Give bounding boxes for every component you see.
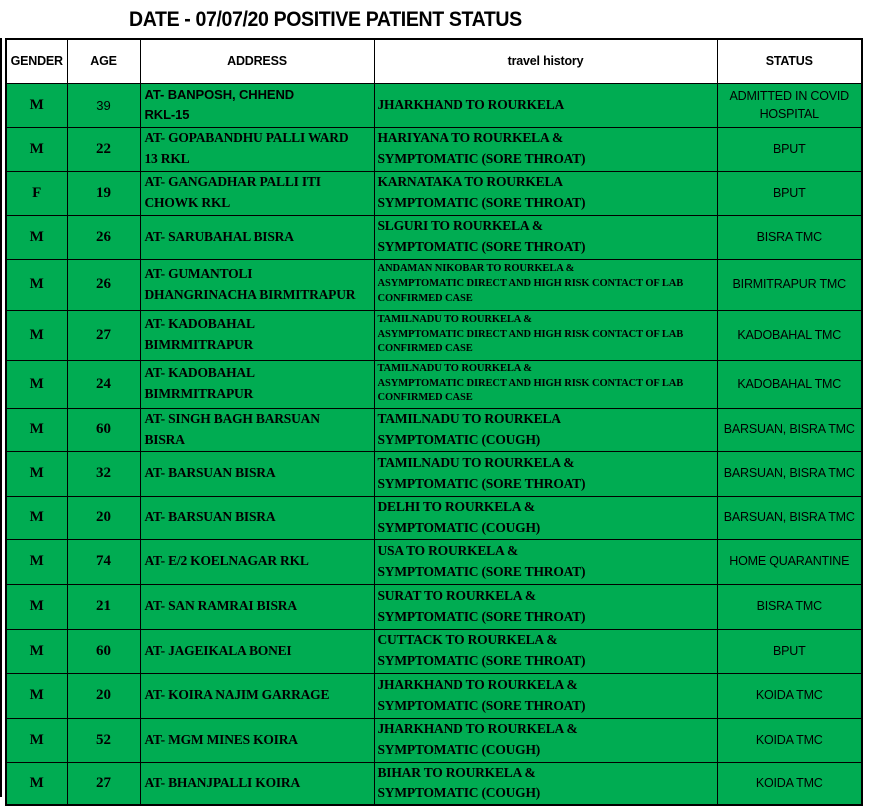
patient-status-table xyxy=(5,38,863,806)
travel-history-cell xyxy=(374,408,717,451)
cell-line: AT- GANGADHAR PALLI ITI xyxy=(144,174,321,190)
age-cell xyxy=(67,539,140,584)
cell-line: BPUT xyxy=(772,185,806,200)
status-cell xyxy=(717,584,862,629)
travel-history-cell xyxy=(374,360,717,408)
cell-line: CONFIRMED CASE xyxy=(377,343,473,355)
header-status: STATUS xyxy=(717,39,862,83)
cell-line: BARSUAN, BISRA TMC xyxy=(723,466,855,481)
cell-line: BISRA TMC xyxy=(756,229,822,244)
cell-line: SYMPTOMATIC (SORE THROAT) xyxy=(377,475,586,491)
cell-line: JHARKHAND TO ROURKELA xyxy=(377,96,565,112)
gender-cell xyxy=(6,83,67,127)
cell-line: JHARKHAND TO ROURKELA & xyxy=(377,721,578,737)
cell-line: CUTTACK TO ROURKELA & xyxy=(377,632,558,648)
table-row xyxy=(6,408,862,451)
table-row xyxy=(6,360,862,408)
cell-line: HOME QUARANTINE xyxy=(729,554,850,569)
cell-line: TAMILNADU TO ROURKELA & xyxy=(377,313,532,325)
address-cell xyxy=(140,718,374,762)
cell-line: SYMPTOMATIC (SORE THROAT) xyxy=(377,563,586,579)
status-cell xyxy=(717,539,862,584)
cell-line: M xyxy=(29,509,44,525)
gender-cell xyxy=(6,127,67,171)
cell-line: 52 xyxy=(96,731,111,748)
status-cell xyxy=(717,718,862,762)
cell-line: 27 xyxy=(96,326,111,343)
cell-line: BIHAR TO ROURKELA & xyxy=(377,764,536,780)
travel-history-cell xyxy=(374,127,717,171)
address-cell xyxy=(140,310,374,360)
table-row xyxy=(6,673,862,718)
cell-line: SURAT TO ROURKELA & xyxy=(377,587,536,603)
cell-line: DELHI TO ROURKELA & xyxy=(377,498,535,514)
age-cell xyxy=(67,496,140,539)
table-row xyxy=(6,539,862,584)
cell-line: SYMPTOMATIC (COUGH) xyxy=(377,519,541,535)
gender-cell xyxy=(6,673,67,718)
table-row xyxy=(6,584,862,629)
cell-line: 24 xyxy=(96,375,111,392)
address-cell xyxy=(140,360,374,408)
cell-line: 27 xyxy=(96,774,111,791)
cell-line: SYMPTOMATIC (COUGH) xyxy=(377,785,541,801)
cell-line: M xyxy=(29,140,44,157)
cell-line: AT- BARSUAN BISRA xyxy=(144,465,276,481)
cell-line: AT- E/2 KOELNAGAR RKL xyxy=(144,553,309,569)
cell-line: M xyxy=(29,228,44,245)
cell-line: 20 xyxy=(96,509,111,525)
cell-line: M xyxy=(29,774,44,791)
status-cell xyxy=(717,83,862,127)
cell-line: 39 xyxy=(96,97,111,113)
gender-cell xyxy=(6,584,67,629)
header-gender: GENDER xyxy=(6,39,67,83)
cell-line: TAMILNADU TO ROURKELA xyxy=(377,410,561,426)
travel-history-cell xyxy=(374,629,717,673)
cell-line: KOIDA TMC xyxy=(755,776,823,791)
address-cell xyxy=(140,584,374,629)
age-cell xyxy=(67,718,140,762)
travel-history-cell xyxy=(374,539,717,584)
age-cell xyxy=(67,127,140,171)
cell-line: ASYMPTOMATIC DIRECT AND HIGH RISK CONTACT OF LAB xyxy=(377,278,684,290)
cell-line: ANDAMAN NIKOBAR TO ROURKELA & xyxy=(377,263,575,275)
table-row xyxy=(6,629,862,673)
cell-line: BISRA TMC xyxy=(756,599,822,614)
header-travel-history: travel history xyxy=(374,39,717,83)
cell-line: M xyxy=(29,375,44,392)
status-cell xyxy=(717,360,862,408)
cell-line: AT- KOIRA NAJIM GARRAGE xyxy=(144,687,330,703)
cell-line: AT- SARUBAHAL BISRA xyxy=(144,228,294,244)
cell-line: ADMITTED IN COVID xyxy=(729,88,850,103)
travel-history-cell xyxy=(374,718,717,762)
cell-line: BIMRMITRAPUR xyxy=(144,386,254,401)
status-cell xyxy=(717,127,862,171)
age-cell xyxy=(67,171,140,215)
cell-line: BIMRMITRAPUR xyxy=(144,337,254,352)
cell-line: CONFIRMED CASE xyxy=(377,392,473,404)
gender-cell xyxy=(6,718,67,762)
travel-history-cell xyxy=(374,673,717,718)
age-cell xyxy=(67,584,140,629)
status-cell xyxy=(717,496,862,539)
gender-cell xyxy=(6,539,67,584)
cell-line: SYMPTOMATIC (SORE THROAT) xyxy=(377,653,586,668)
age-cell xyxy=(67,215,140,259)
travel-history-cell xyxy=(374,762,717,805)
cell-line: M xyxy=(29,276,44,292)
address-cell xyxy=(140,215,374,259)
age-cell xyxy=(67,629,140,673)
gender-cell xyxy=(6,360,67,408)
status-cell xyxy=(717,762,862,805)
cell-line: 74 xyxy=(96,553,111,569)
gender-cell xyxy=(6,762,67,805)
table-row xyxy=(6,496,862,539)
status-cell xyxy=(717,408,862,451)
cell-line: AT- JAGEIKALA BONEI xyxy=(144,642,292,658)
age-cell xyxy=(67,259,140,310)
status-cell xyxy=(717,310,862,360)
cell-line: CHOWK RKL xyxy=(144,195,231,210)
header-age: AGE xyxy=(67,39,140,83)
address-cell xyxy=(140,171,374,215)
cell-line: BISRA xyxy=(144,431,185,447)
table-row xyxy=(6,310,862,360)
cell-line: 21 xyxy=(96,598,111,614)
cell-line: AT- SAN RAMRAI BISRA xyxy=(144,598,297,614)
gender-cell xyxy=(6,310,67,360)
address-cell xyxy=(140,762,374,805)
table-row xyxy=(6,83,862,127)
gender-cell xyxy=(6,451,67,496)
cell-line: M xyxy=(29,731,44,748)
cell-line: AT- BARSUAN BISRA xyxy=(144,509,276,525)
cell-line: TAMILNADU TO ROURKELA & xyxy=(377,362,532,374)
cell-line: M xyxy=(29,465,44,481)
travel-history-cell xyxy=(374,259,717,310)
age-cell xyxy=(67,310,140,360)
table-row xyxy=(6,171,862,215)
status-cell xyxy=(717,171,862,215)
gender-cell xyxy=(6,629,67,673)
cell-line: 60 xyxy=(96,642,111,659)
cell-line: KOIDA TMC xyxy=(755,732,823,747)
cell-line: M xyxy=(29,96,44,113)
cell-line: SYMPTOMATIC (COUGH) xyxy=(377,742,541,757)
address-cell xyxy=(140,496,374,539)
cell-line: BIRMITRAPUR TMC xyxy=(732,277,846,292)
cell-line: BPUT xyxy=(772,643,806,658)
gender-cell xyxy=(6,496,67,539)
sheet-edge-line xyxy=(0,38,2,797)
cell-line: JHARKHAND TO ROURKELA & xyxy=(377,676,578,692)
cell-line: KADOBAHAL TMC xyxy=(737,376,842,391)
travel-history-cell xyxy=(374,584,717,629)
cell-line: AT- GUMANTOLI xyxy=(144,265,253,281)
cell-line: AT- GOPABANDHU PALLI WARD xyxy=(144,130,349,146)
cell-line: 20 xyxy=(96,687,111,703)
address-cell xyxy=(140,408,374,451)
travel-history-cell xyxy=(374,451,717,496)
status-cell xyxy=(717,629,862,673)
age-cell xyxy=(67,762,140,805)
cell-line: M xyxy=(29,687,44,703)
cell-line: SLGURI TO ROURKELA & xyxy=(377,218,543,234)
status-cell xyxy=(717,215,862,259)
age-cell xyxy=(67,673,140,718)
address-cell xyxy=(140,673,374,718)
cell-line: AT- MGM MINES KOIRA xyxy=(144,731,298,747)
table-row xyxy=(6,215,862,259)
header-row xyxy=(6,39,862,83)
address-cell xyxy=(140,83,374,127)
cell-line: 19 xyxy=(96,184,111,201)
cell-line: F xyxy=(32,184,42,201)
cell-line: RKL-15 xyxy=(144,107,190,122)
gender-cell xyxy=(6,259,67,310)
table-row xyxy=(6,451,862,496)
cell-line: 26 xyxy=(96,276,111,292)
gender-cell xyxy=(6,215,67,259)
travel-history-cell xyxy=(374,496,717,539)
address-cell xyxy=(140,259,374,310)
table-row xyxy=(6,718,862,762)
cell-line: SYMPTOMATIC (SORE THROAT) xyxy=(377,239,586,254)
cell-line: SYMPTOMATIC (SORE THROAT) xyxy=(377,195,586,210)
cell-line: 60 xyxy=(96,421,111,437)
cell-line: ASYMPTOMATIC DIRECT AND HIGH RISK CONTACT OF LAB xyxy=(377,377,684,389)
header-address: ADDRESS xyxy=(140,39,374,83)
cell-line: AT- BANPOSH, CHHEND xyxy=(144,86,295,102)
cell-line: KADOBAHAL TMC xyxy=(737,327,842,342)
status-cell xyxy=(717,673,862,718)
cell-line: M xyxy=(29,553,44,569)
cell-line: M xyxy=(29,326,44,343)
cell-line: 13 RKL xyxy=(144,151,190,166)
cell-line: KARNATAKA TO ROURKELA xyxy=(377,174,563,190)
cell-line: BARSUAN, BISRA TMC xyxy=(723,510,855,525)
travel-history-cell xyxy=(374,310,717,360)
page-title: DATE - 07/07/20 POSITIVE PATIENT STATUS xyxy=(129,8,522,31)
status-cell xyxy=(717,451,862,496)
address-cell xyxy=(140,629,374,673)
table-row xyxy=(6,762,862,805)
cell-line: ASYMPTOMATIC DIRECT AND HIGH RISK CONTACT OF LAB xyxy=(377,328,684,340)
travel-history-cell xyxy=(374,83,717,127)
travel-history-cell xyxy=(374,171,717,215)
cell-line: BPUT xyxy=(772,141,806,156)
cell-line: TAMILNADU TO ROURKELA & xyxy=(377,454,575,470)
status-cell xyxy=(717,259,862,310)
age-cell xyxy=(67,83,140,127)
cell-line: AT- BHANJPALLI KOIRA xyxy=(144,774,301,790)
cell-line: KOIDA TMC xyxy=(755,688,823,703)
cell-line: HOSPITAL xyxy=(759,107,819,121)
cell-line: AT- KADOBAHAL xyxy=(144,316,255,332)
cell-line: 22 xyxy=(96,140,111,157)
cell-line: HARIYANA TO ROURKELA & xyxy=(377,130,564,146)
age-cell xyxy=(67,408,140,451)
cell-line: SYMPTOMATIC (SORE THROAT) xyxy=(377,697,586,713)
patient-table-body xyxy=(6,83,862,805)
table-row xyxy=(6,127,862,171)
cell-line: USA TO ROURKELA & xyxy=(377,542,519,558)
address-cell xyxy=(140,127,374,171)
gender-cell xyxy=(6,408,67,451)
cell-line: BARSUAN, BISRA TMC xyxy=(723,422,855,437)
cell-line: M xyxy=(29,598,44,614)
cell-line: AT- KADOBAHAL xyxy=(144,365,255,381)
cell-line: SYMPTOMATIC (SORE THROAT) xyxy=(377,151,586,166)
travel-history-cell xyxy=(374,215,717,259)
cell-line: DHANGRINACHA BIRMITRAPUR xyxy=(144,286,356,302)
cell-line: CONFIRMED CASE xyxy=(377,292,473,304)
cell-line: M xyxy=(29,642,44,659)
cell-line: 32 xyxy=(96,465,111,481)
table-row xyxy=(6,259,862,310)
cell-line: 26 xyxy=(96,228,111,245)
age-cell xyxy=(67,451,140,496)
cell-line: AT- SINGH BAGH BARSUAN xyxy=(144,410,320,426)
cell-line: SYMPTOMATIC (SORE THROAT) xyxy=(377,608,586,624)
address-cell xyxy=(140,451,374,496)
cell-line: M xyxy=(29,421,44,437)
age-cell xyxy=(67,360,140,408)
gender-cell xyxy=(6,171,67,215)
address-cell xyxy=(140,539,374,584)
cell-line: SYMPTOMATIC (COUGH) xyxy=(377,431,541,447)
